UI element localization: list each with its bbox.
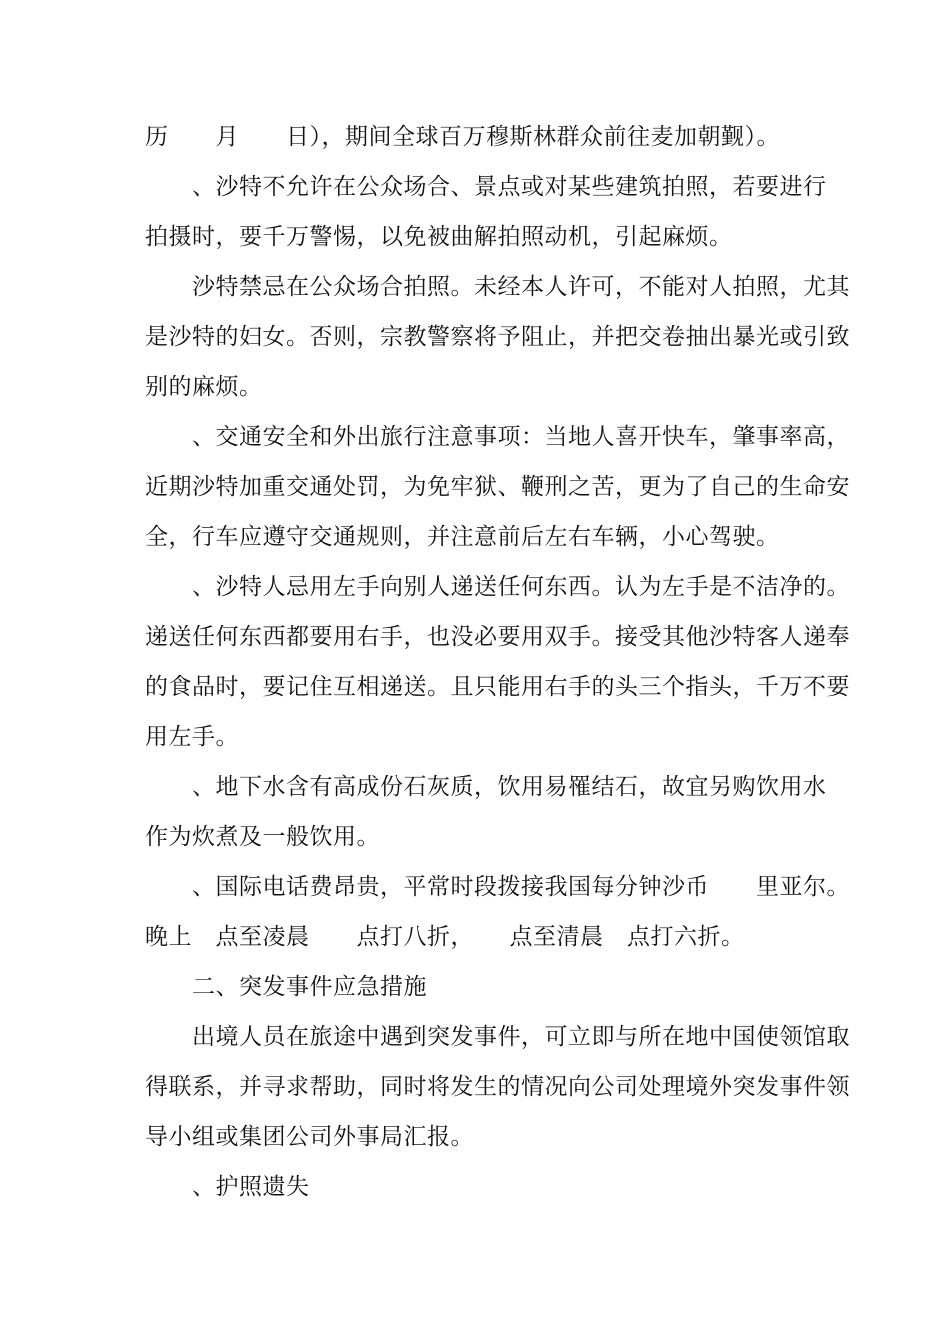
- text-line: 用左手。: [145, 724, 239, 750]
- text-line: 晚上 点至凌晨 点打八折， 点至清晨 点打六折。: [145, 924, 745, 950]
- text-line: 、沙特人忌用左手向别人递送任何东西。认为左手是不洁净的。: [145, 574, 850, 600]
- text-line: 作为炊煮及一般饮用。: [145, 824, 380, 850]
- text-line: 得联系，并寻求帮助，同时将发生的情况向公司处理境外突发事件领: [145, 1074, 850, 1100]
- text-line: 别的麻烦。: [145, 374, 263, 400]
- text-line: 、沙特不允许在公众场合、景点或对某些建筑拍照，若要进行: [145, 174, 827, 200]
- text-line: 历 月 日），期间全球百万穆斯林群众前往麦加朝觐）。: [145, 124, 780, 150]
- text-line: 沙特禁忌在公众场合拍照。未经本人许可，不能对人拍照，尤其: [145, 274, 850, 300]
- text-line: 近期沙特加重交通处罚，为免牢狱、鞭刑之苦，更为了自己的生命安: [145, 474, 850, 500]
- text-line: 、交通安全和外出旅行注意事项：当地人喜开快车，肇事率高，: [145, 424, 850, 450]
- text-line: 、国际电话费昂贵，平常时段拨接我国每分钟沙币 里亚尔。: [145, 874, 850, 900]
- text-line: 、护照遗失: [145, 1174, 310, 1200]
- text-line: 的食品时，要记住互相递送。且只能用右手的头三个指头，千万不要: [145, 674, 850, 700]
- text-line: 是沙特的妇女。否则，宗教警察将予阻止，并把交卷抽出暴光或引致: [145, 324, 850, 350]
- text-line: 拍摄时，要千万警惕，以免被曲解拍照动机，引起麻烦。: [145, 224, 733, 250]
- text-line: 递送任何东西都要用右手，也没必要用双手。接受其他沙特客人递奉: [145, 624, 850, 650]
- text-line: 、地下水含有高成份石灰质，饮用易罹结石，故宜另购饮用水: [145, 774, 827, 800]
- section-heading: 二、突发事件应急措施: [145, 974, 427, 1000]
- text-line: 出境人员在旅途中遇到突发事件，可立即与所在地中国使领馆取: [145, 1024, 850, 1050]
- text-line: 全，行车应遵守交通规则，并注意前后左右车辆，小心驾驶。: [145, 524, 780, 550]
- text-line: 导小组或集团公司外事局汇报。: [145, 1124, 474, 1150]
